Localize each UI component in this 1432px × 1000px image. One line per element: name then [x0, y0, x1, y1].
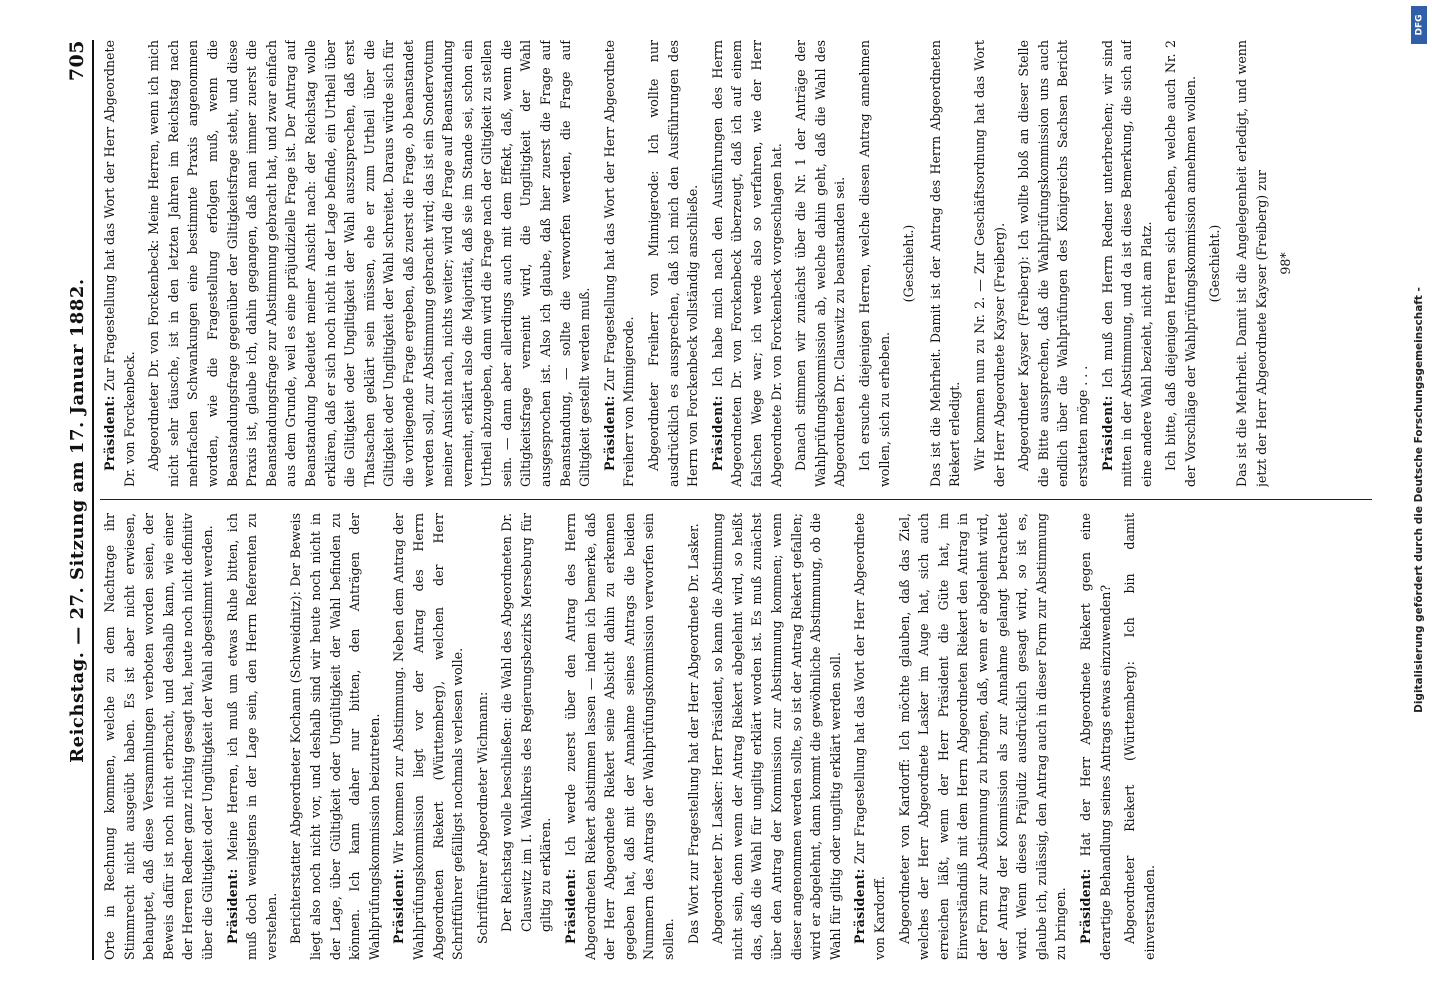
paragraph-text: Das Wort zur Fragestellung hat der Herr Abgeordnete Dr. Lasker.: [685, 523, 701, 944]
paragraph: [100, 513, 218, 960]
paragraph: [1076, 513, 1115, 960]
speaker-label: Präsident:: [102, 395, 117, 471]
speaker-label: Präsident:: [224, 868, 240, 944]
paragraph: [1205, 40, 1225, 487]
digitization-credit: [1408, 0, 1430, 1000]
paragraph-text: Ich bitte, daß diejenigen Herren sich erheben, welche auch Nr. 2 der Vorschläge der Wahlprüfungskommission annehmen wollen.: [1163, 40, 1198, 487]
paragraph-text: Zur Fragestellung hat das Wort der Herr Abgeordnete Dr. von Forckenbeck.: [102, 40, 137, 487]
paragraph: [850, 513, 889, 960]
paragraph: [389, 513, 467, 960]
credit-text: Digitalisierung gefördert durch die Deutsche Forschungsgemeinschaft -: [1413, 287, 1425, 713]
paragraph-text: Ich werde zuerst über den Antrag des Herrn Abgeordneten Riekert abstimmen lassen — indem ich bemerke, daß der Herr Abgeordnete Riekert seine Absicht dahin zu erkennen gegeben hat, daß mit der Annahme seines Antrags die beiden Nummern des Antrags der Wahlprüfungskommission verworfen sein sollen.: [563, 513, 677, 960]
paragraph-text: Hat der Herr Abgeordnete Riekert gegen eine derartige Behandlung seines Antrags etwas einzuwenden?: [1077, 513, 1113, 960]
paragraph-text: Zur Fragestellung hat das Wort der Herr Abgeordnete Freiherr von Minnigerode.: [601, 40, 637, 487]
paragraph: [100, 40, 139, 487]
paragraph: [1232, 40, 1271, 487]
paragraph: [1120, 513, 1159, 960]
paragraph-text: Danach stimmen wir zunächst über die Nr. 1 der Anträge der Wahlprüfungskommission ab, welche dahin geht, daß die Wahl des Abgeordneten Dr. Clauswitz zu beanstanden sei.: [793, 40, 848, 487]
paragraph: [684, 513, 704, 960]
text-columns: [100, 40, 1372, 960]
paragraph-text: Abgeordneter Dr. von Forckenbeck: Meine Herren, wenn ich mich nicht sehr täusche, ist in den letzten Jahren im Reichstag nach mehrfachen Schwankungen eine bestimmte Praxis angenommen worden, wie die Fragestellung erfolgen muß, wenn die Beanstandungsfrage gegenüber der Giltigkeitsfrage steht, und diese Praxis ist, glaube ich, dahin gegangen, daß man immer zuerst die Beanstandungsfrage zur Abstimmung gebracht hat, und zwar einfach aus dem Grunde, weil es eine präjudizielle Frage ist. Der Antrag auf Beanstandung bedeutet meiner Ansicht nach: der Reichstag wolle erklären, daß er sich noch nicht in der Lage befinde, ein Urtheil über die Giltigkeit oder Ungiltigkeit der Wahl auszusprechen, daß erst Thatsachen geklärt sein müssen, ehe er zum Urtheil über die Giltigkeit oder Ungiltigkeit der Wahl schreitet. Daraus würde sich für die vorliegende Frage ergeben, daß zuerst die Frage, ob beanstandet werden soll, zur Abstimmung gebracht wird; das ist ein Sondervotum meiner Ansicht nach, nichts weiter; wird die Frage auf Beanstandung verneint, erklärt also die Majorität, daß sie im Stande sei, schon ein Urtheil abzugeben, dann wird die Frage nach der Giltigkeit zu stellen sein. — dann aber allerdings auch mit dem Effekt, daß, wenn die Giltigkeitsfrage verneint wird, die Ungiltigkeit der Wahl ausgesprochen ist. Also ich glaube, daß hier zuerst die Frage auf Beanstandung, — sollte die verworfen werden, die Frage auf Giltigkeit gestellt werden muß.: [146, 40, 593, 487]
paragraph: [1161, 40, 1200, 487]
paragraph-text: Meine Herren, ich muß um etwas Ruhe bitten, ich muß doch wenigstens in der Lage sein, den Herrn Referenten zu verstehen.: [224, 513, 279, 960]
paragraph: [223, 513, 282, 960]
paragraph: [899, 40, 919, 487]
paragraph-text: Das ist die Mehrheit. Damit ist der Antrag des Herrn Abgeordneten Riekert erledigt.: [927, 40, 963, 487]
paragraph: [1276, 40, 1296, 487]
paragraph-text: 98*: [1278, 252, 1294, 275]
paragraph: [497, 513, 556, 960]
logo-text: DFG: [1414, 14, 1425, 36]
paragraph-text: Zur Fragestellung hat das Wort der Herr Abgeordnete von Kardorff.: [852, 513, 887, 960]
paragraph: [561, 513, 679, 960]
paragraph: [791, 40, 850, 487]
paragraph: [708, 513, 845, 960]
page-number: 705: [66, 40, 88, 82]
paragraph-text: Ich muß den Herrn Redner unterbrechen; wir sind mitten in der Abstimmung, und da ist diese Bemerkung, die sich auf eine andere Wahl bezieht, nicht am Platz.: [1099, 40, 1154, 487]
right-column: [100, 40, 1372, 487]
speaker-label: Präsident:: [601, 395, 617, 471]
paragraph-text: Schriftführer Abgeordneter Wichmann:: [474, 691, 490, 944]
paragraph: [970, 40, 1009, 487]
paragraph-text: Abgeordneter Riekert (Württemberg): Ich bin damit einverstanden.: [1122, 513, 1157, 960]
paragraph: [286, 513, 384, 960]
dfg-logo: [1411, 6, 1427, 44]
paragraph: [708, 40, 786, 487]
paragraph-text: Orte in Rechnung kommen, welche zu dem Nachtrage ihr Stimmrecht nicht ausgeübt haben. Es ist aber nicht erwiesen, behauptet, daß diese Versammlungen verboten worden seien, der Beweis dafür ist noch nicht erbracht, und deshalb kann, wie einer der Herren Redner ganz richtig gesagt hat, heute noch nicht definitiv über die Gültigkeit oder Ungültigkeit der Wahl abgestimmt werden.: [102, 513, 215, 960]
paragraph-text: Abgeordneter Freiherr von Minnigerode: Ich wollte nur ausdrücklich es aussprechen, daß ich mich den Ausführungen des Herrn von Forckenbeck vollständig anschließe.: [646, 40, 701, 487]
paragraph-text: Abgeordneter von Kardorff: Ich möchte glauben, daß das Ziel, welches der Herr Abgeordnete Lasker im Auge hat, sich auch erreichen läßt, wenn der Herr Präsident die Güte hat, im Einverständniß mit dem Herrn Abgeordneten Riekert den Antrag in der Form zur Abstimmung zu bringen, daß, wenn er abgelehnt wird, der Antrag der Kommission als zur Annahme gelangt betrachtet wird. Wenn dieses Präjudiz ausdrücklich gesagt wird, so ist es, glaube ich, zulässig, den Antrag auch in dieser Form zur Abstimmung zu bringen.: [896, 513, 1069, 960]
paragraph-text: Abgeordneter Dr. Lasker: Herr Präsident, so kann die Abstimmung nicht sein, denn wenn der Antrag Riekert abgelehnt wird, so heißt das, daß die Wahl für ungiltig erklärt worden ist. Es muß zunächst über den Antrag der Kommission zur Abstimmung kommen; wenn dieser angenommen werden sollte, so ist der Antrag Riekert gefallen; wird er abgelehnt, dann kommt die gewöhnliche Abstimmung, ob die Wahl für giltig oder ungiltig erklärt werden soll.: [710, 513, 843, 960]
paragraph: [600, 40, 639, 487]
page-header: [40, 40, 94, 960]
paragraph-text: Berichterstatter Abgeordneter Kochann (Schweidnitz): Der Beweis liegt also noch nicht vor, und deshalb sind wir heute noch nicht in der Lage, über Gültigkeit oder Ungültigkeit der Wahl befinden zu können. Ich kann daher nur bitten, den Anträgen der Wahlprüfungskommission beizutreten.: [288, 513, 382, 960]
paragraph-text: Wir kommen zur Abstimmung. Neben dem Antrag der Wahlprüfungskommission liegt vor der Antrag des Herrn Abgeordneten Riekert (Württemberg), welchen der Herr Schriftführer gefälligst nochmals verlesen wolle.: [391, 513, 466, 960]
page-title: Reichstag. — 27. Sitzung am 17. Januar 1882.: [67, 278, 88, 763]
paragraph: [144, 40, 595, 487]
paragraph-text: Ich habe mich nach den Ausführungen des Herrn Abgeordneten Dr. von Forckenbeck überzeugt, daß ich auf einem falschen Wege war; ich werde also so verfahren, wie der Herr Abgeordnete Dr. von Forckenbeck vorgeschlagen hat.: [709, 40, 784, 487]
speaker-label: Präsident:: [1099, 395, 1115, 471]
paragraph-text: Das ist die Mehrheit. Damit ist die Angelegenheit erledigt, und wenn jetzt der Herr Abgeordnete Kayser (Freiberg) zur: [1234, 40, 1269, 487]
paragraph-text: (Geschieht.): [901, 224, 917, 303]
paragraph: [644, 40, 703, 487]
speaker-label: Präsident:: [563, 868, 579, 944]
speaker-label: Präsident:: [1077, 868, 1093, 944]
paragraph-text: (Geschieht.): [1207, 224, 1223, 303]
paragraph-text: Abgeordneter Kayser (Freiberg): Ich wollte bloß an dieser Stelle die Bitte aussprechen, daß die Wahlprüfungskommission uns auch endlich über die Wahlprüfungen des Königreichs Sachsen Bericht erstatten möge . . .: [1016, 40, 1090, 487]
paragraph-text: Ich ersuche diejenigen Herren, welche diesen Antrag annehmen wollen, sich zu erheben.: [856, 40, 892, 487]
speaker-label: Präsident:: [391, 868, 407, 944]
speaker-label: Präsident:: [709, 395, 725, 471]
paragraph: [473, 513, 493, 960]
paragraph-text: Wir kommen nun zu Nr. 2. — Zur Geschäftsordnung hat das Wort der Herr Abgeordnete Kayser (Freiberg).: [971, 40, 1007, 487]
paragraph: [855, 40, 894, 487]
paragraph: [1014, 40, 1092, 487]
paragraph: [895, 513, 1071, 960]
column-divider: [100, 499, 1372, 500]
paragraph: [926, 40, 965, 487]
speaker-label: Präsident:: [852, 868, 868, 944]
paragraph-text: Der Reichstag wolle beschließen: die Wahl des Abgeordneten Dr. Clauswitz im I. Wahlkreis des Regierungsbezirks Merseburg für giltig zu erklären.: [499, 513, 554, 932]
left-column: [100, 513, 1372, 960]
paragraph: [1098, 40, 1157, 487]
